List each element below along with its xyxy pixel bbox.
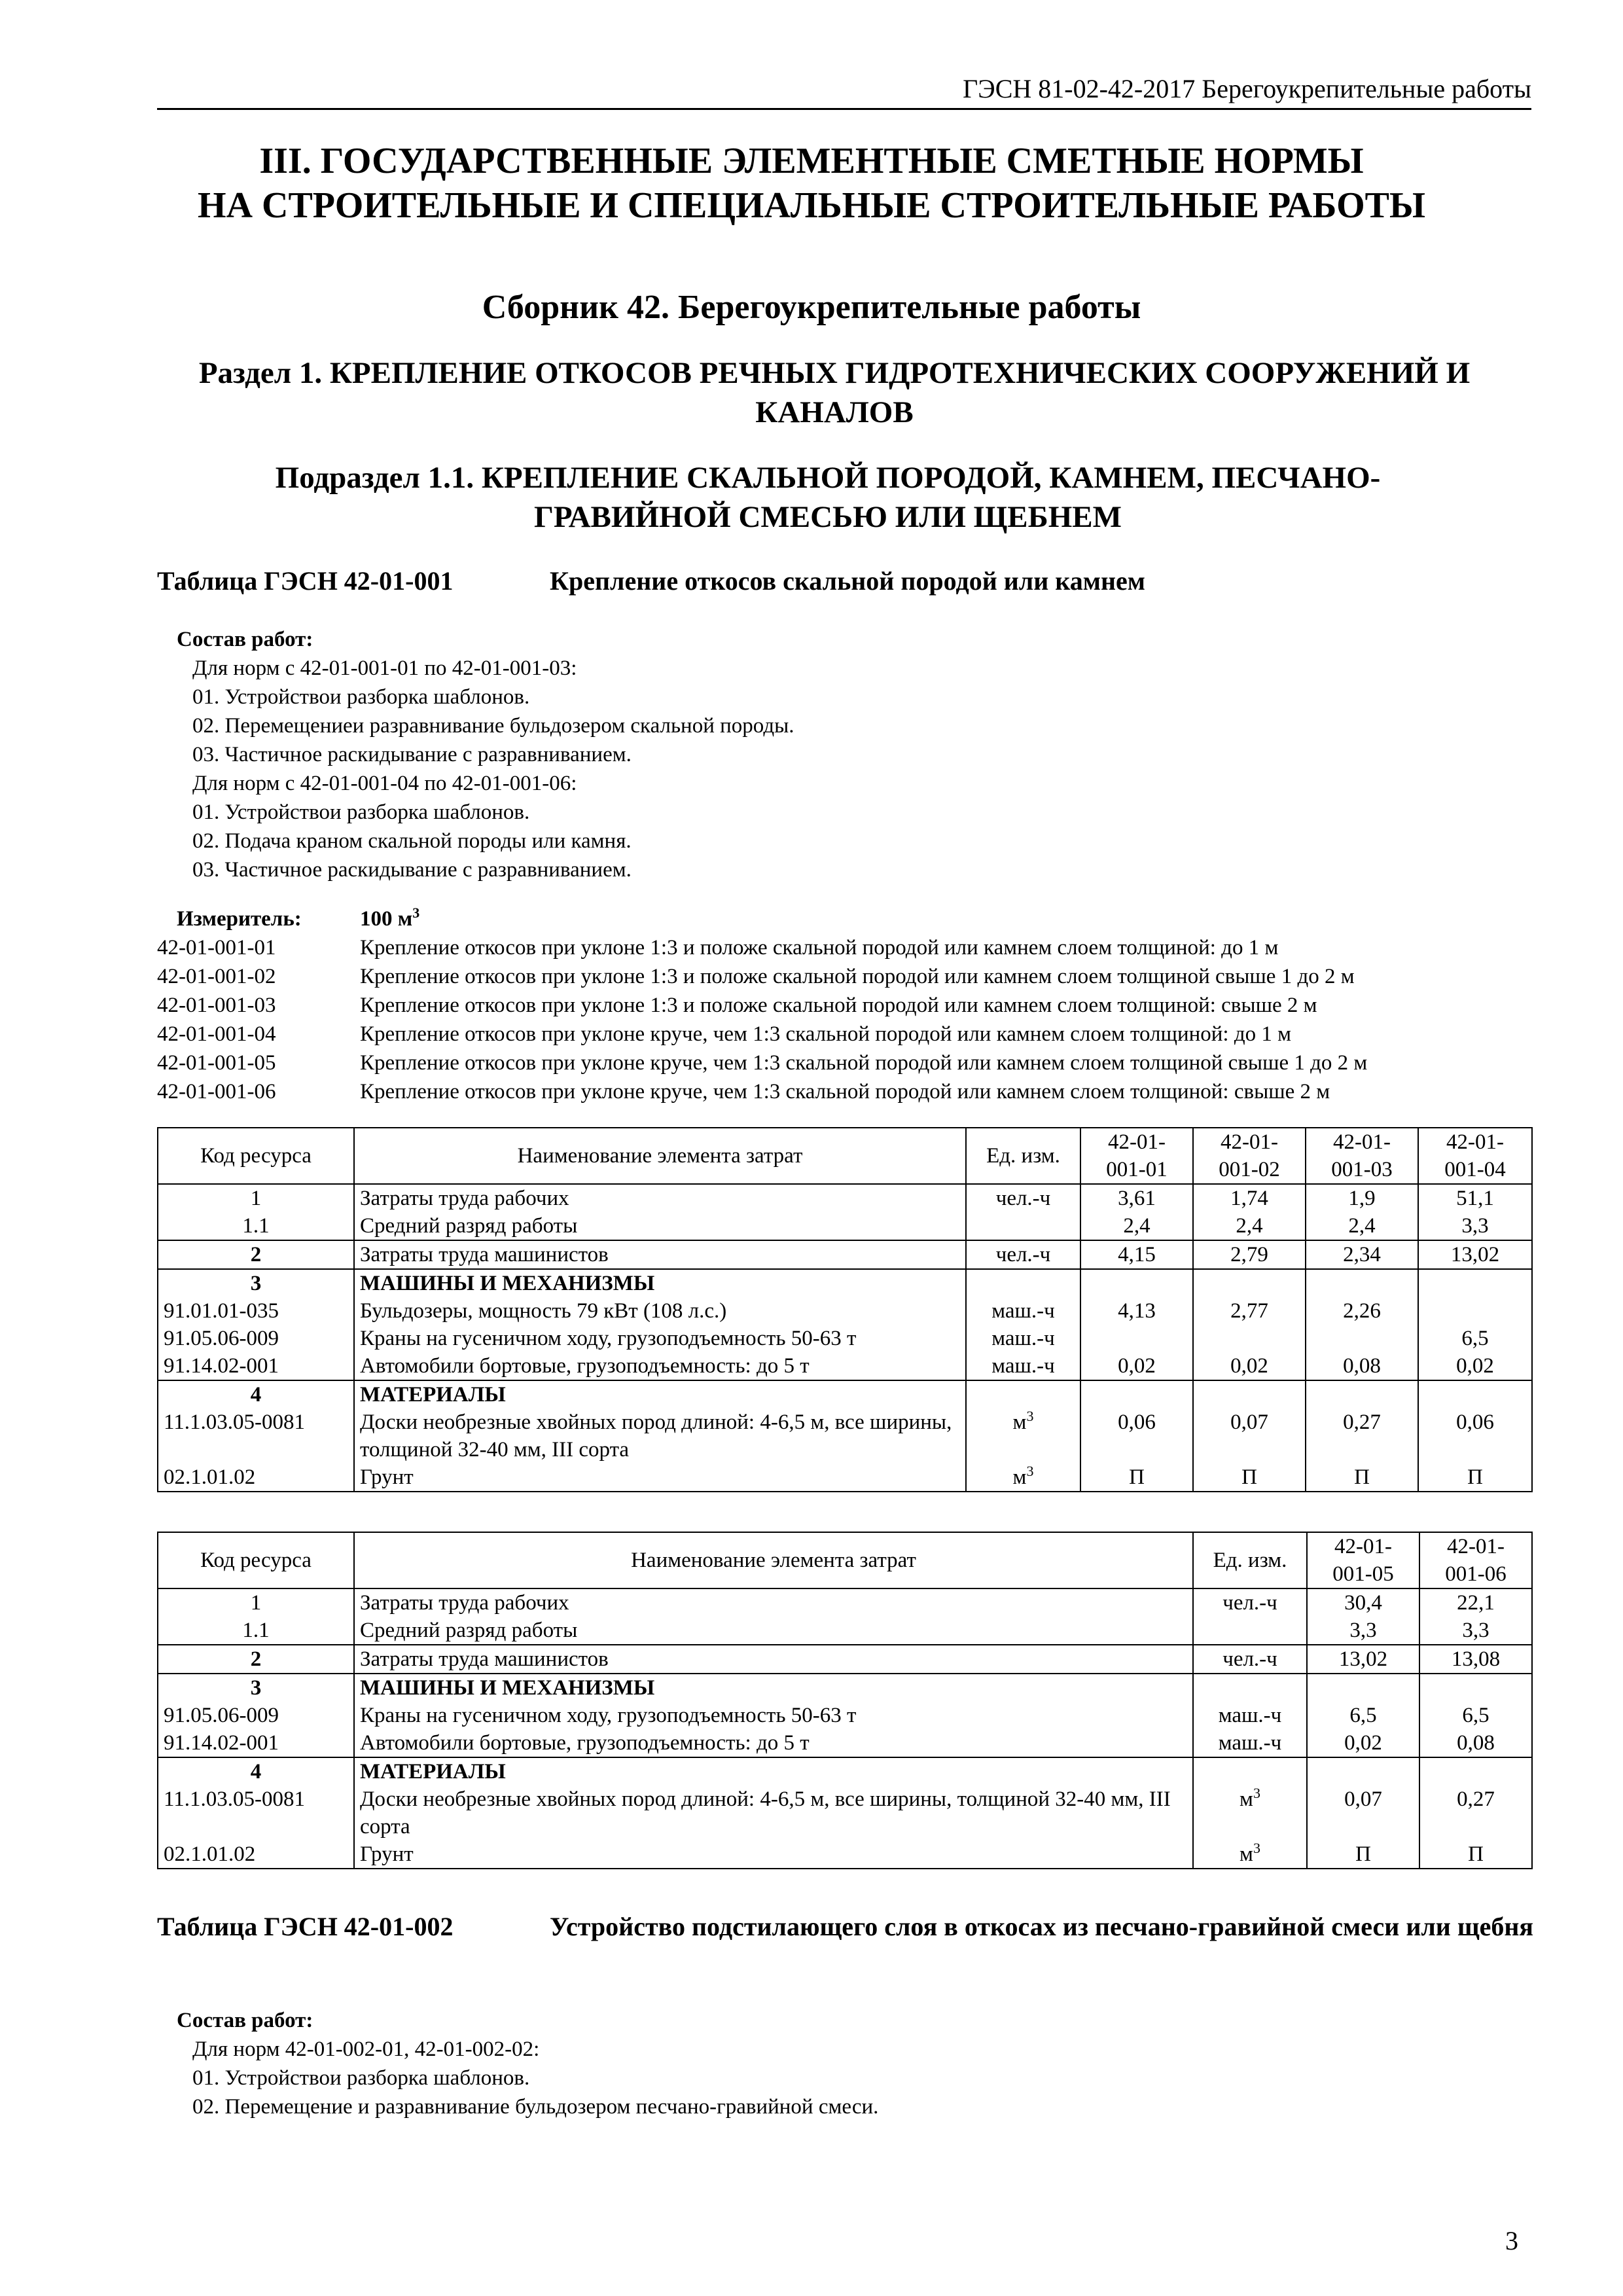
work-composition-title: Состав работ:: [177, 628, 313, 651]
work-line: Для норм с 42-01-001-01 по 42-01-001-03:: [192, 656, 577, 680]
table-row: 4 МАТЕРИАЛЫ: [158, 1757, 1532, 1785]
work-line: 03. Частичное раскидывание с разравниванием.: [192, 858, 632, 882]
table-row: 02.1.01.02 Грунт $м^3$ П П П П: [158, 1463, 1532, 1492]
part-title-line-2: НА СТРОИТЕЛЬНЫЕ И СПЕЦИАЛЬНЫЕ СТРОИТЕЛЬНЫЕ РАБОТЫ: [198, 185, 1425, 226]
table-name: Крепление откосов скальной породой или камнем: [550, 566, 1146, 596]
table-header-row: [158, 1532, 1532, 1588]
table-code: Таблица ГЭСН 42-01-001: [157, 566, 454, 596]
header-col: 42-01- 001-02: [1193, 1128, 1306, 1184]
header-name: Наименование элемента затрат: [354, 1128, 966, 1184]
running-header: ГЭСН 81-02-42-2017 Берегоукрепительные работы: [157, 73, 1531, 110]
header-unit: Ед. изм.: [966, 1128, 1080, 1184]
header-col: 42-01- 001-01: [1080, 1128, 1193, 1184]
table-row: 4 МАТЕРИАЛЫ: [158, 1380, 1532, 1408]
table-row: 3 МАШИНЫ И МЕХАНИЗМЫ: [158, 1674, 1532, 1702]
table-row: 11.1.03.05-0081 Доски необрезные хвойных пород длиной: 4-6,5 м, все ширины, толщиной 32-40 мм, III сорта $м^3$ 0,07 0,27: [158, 1785, 1532, 1840]
part-title: [0, 139, 1623, 228]
header-col: 42-01- 001-05: [1307, 1532, 1419, 1588]
header-col: 42-01- 001-03: [1306, 1128, 1418, 1184]
resource-table-b: [157, 1532, 1533, 1869]
measure-label: Измеритель:: [177, 907, 302, 931]
work-composition-002: [177, 2006, 878, 2121]
work-line: 01. Устройствои разборка шаблонов.: [192, 685, 530, 709]
subsection-title: Подраздел 1.1. КРЕПЛЕНИЕ СКАЛЬНОЙ ПОРОДОЙ, КАМНЕМ, ПЕСЧАНО-ГРАВИЙНОЙ СМЕСЬЮ ИЛИ ЩЕБНЕМ: [275, 461, 1381, 534]
norm-row: 42-01-001-01 Крепление откосов при уклоне 1:3 и положе скальной породой или камнем слоем толщиной: до 1 м: [157, 936, 1279, 960]
table-row: 91.05.06-009 Краны на гусеничном ходу, грузоподъемность 50-63 т маш.-ч 6,5: [158, 1325, 1532, 1352]
work-line: Для норм 42-01-002-01, 42-01-002-02:: [192, 2037, 540, 2061]
work-line: 03. Частичное раскидывание с разравниванием.: [192, 743, 632, 766]
header-col: 42-01- 001-04: [1418, 1128, 1532, 1184]
table-row: 11.1.03.05-0081 Доски необрезные хвойных пород длиной: 4-6,5 м, все ширины, толщиной 32-40 мм, III сорта $м^3$ 0,06 0,07 0,27 0,06: [158, 1408, 1532, 1463]
table-row: 3 МАШИНЫ И МЕХАНИЗМЫ: [158, 1269, 1532, 1297]
measure-block: [157, 905, 1538, 1106]
table-row: 91.05.06-009 Краны на гусеничном ходу, грузоподъемность 50-63 т маш.-ч 6,5 6,5: [158, 1702, 1532, 1729]
work-line: 02. Перемещениеи разравнивание бульдозером скальной породы.: [192, 714, 794, 738]
header-name: Наименование элемента затрат: [354, 1532, 1193, 1588]
work-line: 01. Устройствои разборка шаблонов.: [192, 800, 530, 824]
table-row: 02.1.01.02 Грунт $м^3$ П П: [158, 1840, 1532, 1869]
section-title: Раздел 1. КРЕПЛЕНИЕ ОТКОСОВ РЕЧНЫХ ГИДРОТЕХНИЧЕСКИХ СООРУЖЕНИЙ И КАНАЛОВ: [198, 356, 1471, 429]
part-title-line-1: III. ГОСУДАРСТВЕННЫЕ ЭЛЕМЕНТНЫЕ СМЕТНЫЕ НОРМЫ: [259, 141, 1364, 181]
measure-value: 100 $м^3$: [360, 905, 420, 931]
table-header-row: [158, 1128, 1532, 1184]
resource-table-a: [157, 1127, 1533, 1492]
header-col: 42-01- 001-06: [1419, 1532, 1532, 1588]
work-composition-001: [177, 625, 794, 884]
table-row: 1 Затраты труда рабочих чел.-ч 30,4 22,1: [158, 1588, 1532, 1617]
header-code: Код ресурса: [158, 1128, 354, 1184]
table-row: 2 Затраты труда машинистов чел.-ч 4,15 2,79 2,34 13,02: [158, 1240, 1532, 1269]
norm-row: 42-01-001-03 Крепление откосов при уклоне 1:3 и положе скальной породой или камнем слоем толщиной: свыше 2 м: [157, 994, 1317, 1017]
work-line: 01. Устройствои разборка шаблонов.: [192, 2066, 530, 2090]
collection-title: Сборник 42. Берегоукрепительные работы: [482, 289, 1141, 326]
table-row: 91.14.02-001 Автомобили бортовые, грузоподъемность: до 5 т маш.-ч 0,02 0,08: [158, 1729, 1532, 1757]
table-row: 91.01.01-035 Бульдозеры, мощность 79 кВт (108 л.с.) маш.-ч 4,13 2,77 2,26: [158, 1297, 1532, 1325]
table-code: Таблица ГЭСН 42-01-002: [157, 1912, 454, 1941]
norm-row: 42-01-001-05 Крепление откосов при уклоне круче, чем 1:3 скальной породой или камнем слоем толщиной свыше 1 до 2 м: [157, 1051, 1368, 1075]
header-unit: Ед. изм.: [1193, 1532, 1307, 1588]
work-line: Для норм с 42-01-001-04 по 42-01-001-06:: [192, 772, 577, 795]
table-row: 2 Затраты труда машинистов чел.-ч 13,02 13,08: [158, 1645, 1532, 1674]
table-name: Устройство подстилающего слоя в откосах из песчано-гравийной смеси или щебня: [550, 1912, 1534, 1941]
table-row: 91.14.02-001 Автомобили бортовые, грузоподъемность: до 5 т маш.-ч 0,02 0,02 0,08 0,02: [158, 1352, 1532, 1380]
norm-row: 42-01-001-06 Крепление откосов при уклоне круче, чем 1:3 скальной породой или камнем слоем толщиной: свыше 2 м: [157, 1080, 1330, 1103]
work-line: 02. Перемещение и разравнивание бульдозером песчано-гравийной смеси.: [192, 2095, 879, 2119]
work-line: 02. Подача краном скальной породы или камня.: [192, 829, 632, 853]
norm-row: 42-01-001-04 Крепление откосов при уклоне круче, чем 1:3 скальной породой или камнем слоем толщиной: до 1 м: [157, 1022, 1292, 1046]
norm-row: 42-01-001-02 Крепление откосов при уклоне 1:3 и положе скальной породой или камнем слоем толщиной свыше 1 до 2 м: [157, 965, 1355, 988]
work-composition-title: Состав работ:: [177, 2009, 313, 2032]
table-row: 1.1 Средний разряд работы 3,3 3,3: [158, 1617, 1532, 1645]
table-row: 1.1 Средний разряд работы 2,4 2,4 2,4 3,3: [158, 1212, 1532, 1240]
header-code: Код ресурса: [158, 1532, 354, 1588]
table-row: 1 Затраты труда рабочих чел.-ч 3,61 1,74 1,9 51,1: [158, 1184, 1532, 1212]
page-number: 3: [1505, 2226, 1518, 2255]
